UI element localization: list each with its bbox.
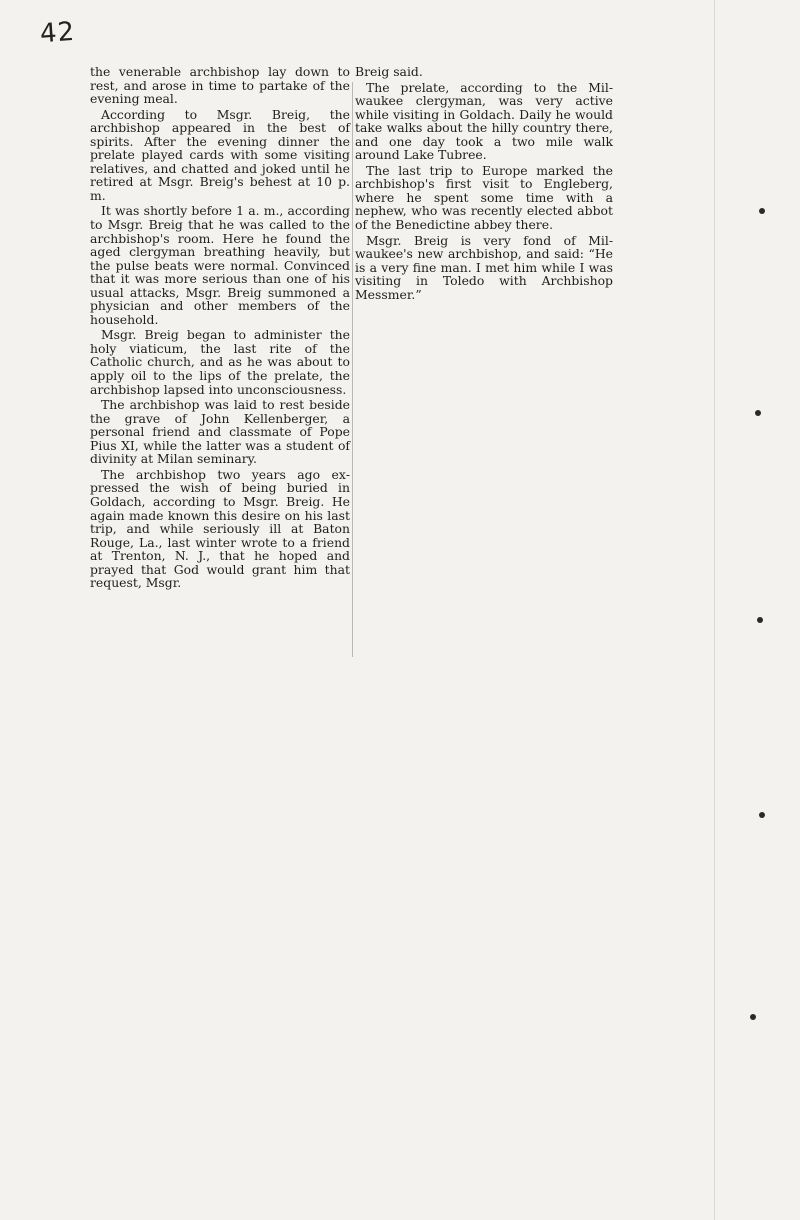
scan-speck [759,812,765,818]
article-column-left [90,65,350,590]
column-divider [352,82,353,657]
paragraph: The archbishop was laid to rest beside the grave of John Kellenberger, a personal friend and classmate of Pope Pius XI, while the latter was a student of divinity at Milan seminary. [90,397,350,467]
page-number: 42 [38,16,77,50]
paragraph: It was shortly before 1 a. m., according to Msgr. Breig that he was called to the archbishop's room. Here he found the aged clergyman breathing heavily, but the pulse beats were normal. Convinced that it was more serious than one of his usual attacks, Msgr. Breig summoned a physician and other members of the household. [90,203,350,327]
scan-speck [757,617,763,623]
article-column-right [355,65,613,301]
paragraph: According to Msgr. Breig, the archbishop appeared in the best of spirits. After the evening dinner the prelate played cards with some visiting relatives, and chatted and joked until he retired at Msgr. Breig's behest at 10 p. m. [90,106,350,203]
paragraph: The last trip to Europe marked the archbishop's first visit to Engleberg, where he spent some time with a nephew, who was recently elected abbot of the Benedictine abbey there. [355,162,613,233]
scan-speck [755,410,761,416]
paragraph: Msgr. Breig is very fond of Milwaukee's new archbishop, and said: “He is a very fine man. I met him while I was visiting in Toledo with Archbishop Messmer.” [355,232,613,302]
paragraph: The archbishop two years ago expressed the wish of being buried in Goldach, according to Msgr. Breig. He again made known this desire on his last trip, and while seriously ill at Baton Rouge, La., last winter wrote to a friend at Trenton, N. J., that he hoped and prayed that God would grant him that request, Msgr. [90,466,350,591]
paragraph: the venerable archbishop lay down to rest, and arose in time to partake of the evening meal. [90,64,350,107]
scan-speck [750,1014,756,1020]
paragraph: The prelate, according to the Milwaukee clergyman, was very active while visiting in Goldach. Daily he would take walks about the hilly country there, and one day took a two mile walk around Lake Tubree. [355,79,613,163]
scan-speck [759,208,765,214]
paragraph: Msgr. Breig began to administer the holy viaticum, the last rite of the Catholic church, and as he was about to apply oil to the lips of the prelate, the archbishop lapsed into unconsciousness. [90,327,350,397]
scan-page-edge [714,0,715,1220]
paragraph: Breig said. [355,64,423,79]
